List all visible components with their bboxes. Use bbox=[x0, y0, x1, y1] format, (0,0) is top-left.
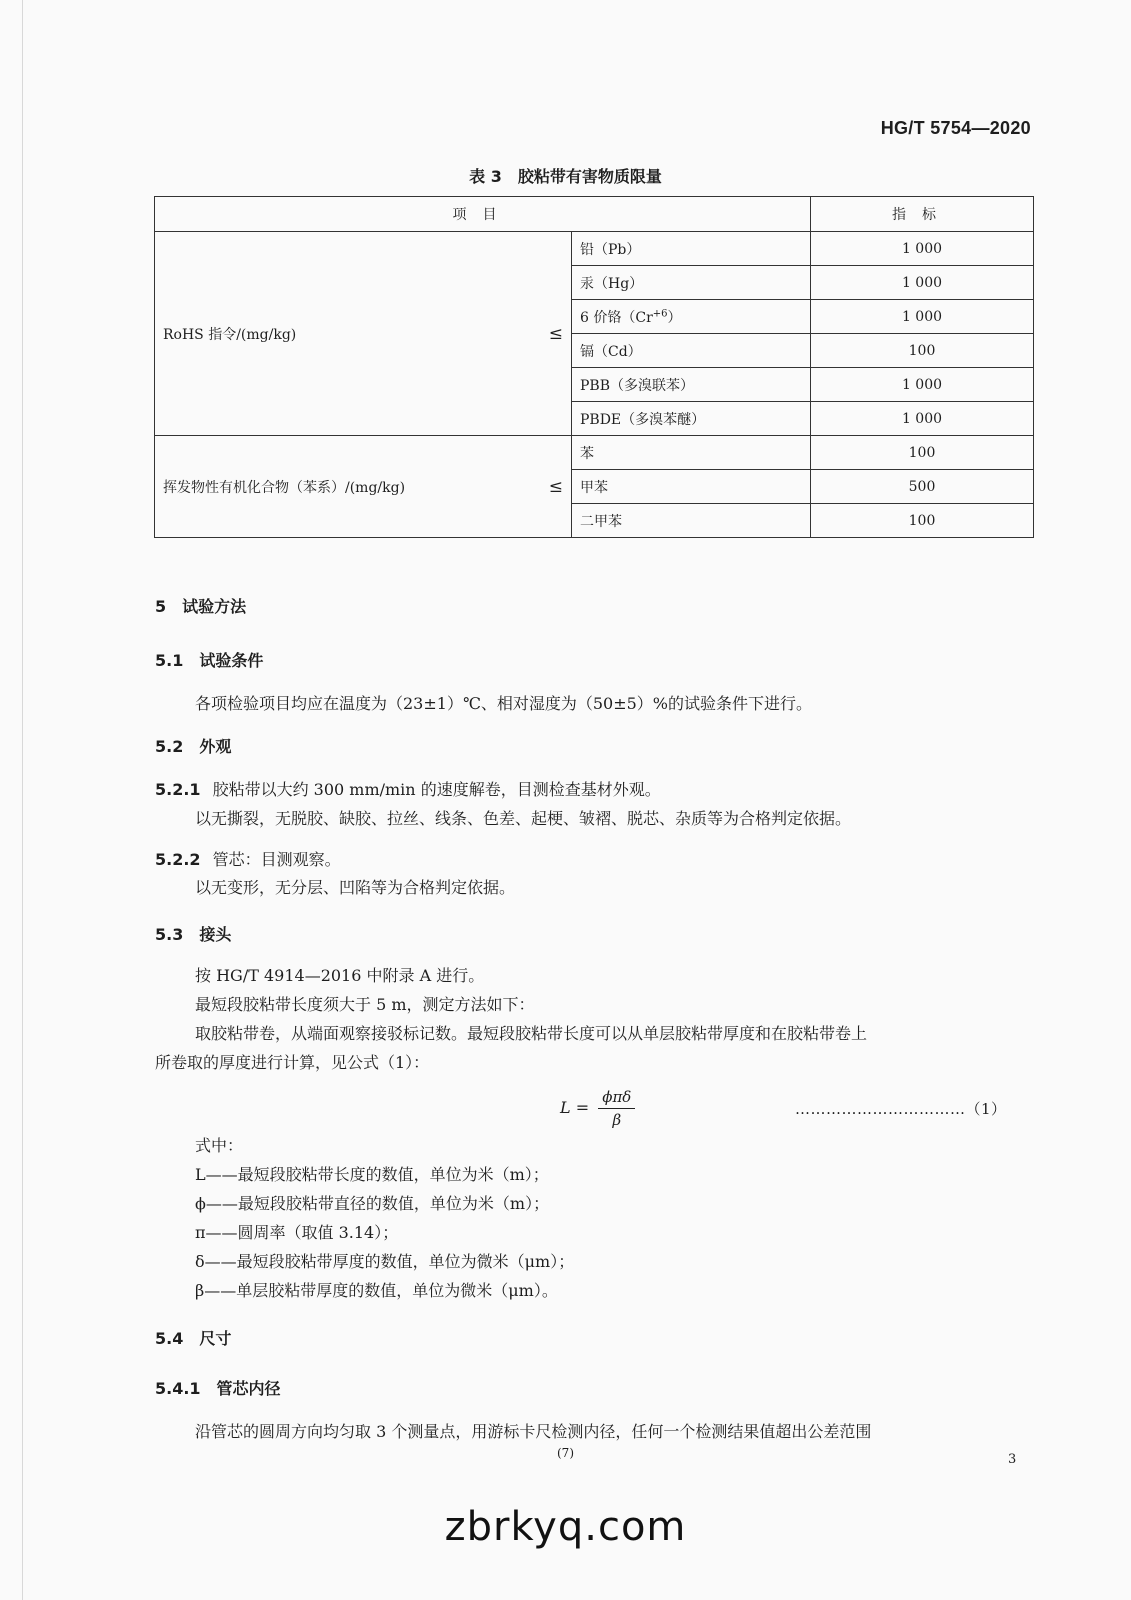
formula-lhs: L = bbox=[560, 1098, 590, 1117]
paragraph: 以无撕裂，无脱胶、缺胶、拉丝、线条、色差、起梗、皱褶、脱芯、杂质等为合格判定依据。 bbox=[195, 809, 852, 828]
formula-denominator: β bbox=[612, 1111, 622, 1129]
clause-number: 5.2.1 bbox=[155, 780, 201, 799]
formula-1 bbox=[560, 1088, 635, 1129]
scan-edge-line bbox=[22, 0, 23, 1600]
substance-name-cr6 bbox=[572, 300, 811, 334]
variable-definition: δ——最短段胶粘带厚度的数值，单位为微米（μm）； bbox=[195, 1252, 575, 1271]
formula-numerator: ϕπδ bbox=[598, 1088, 635, 1109]
substance-name: 二甲苯 bbox=[572, 504, 811, 538]
group-name-rohs: RoHS 指令/(mg/kg) bbox=[155, 232, 526, 436]
clause-5-2-1 bbox=[155, 780, 661, 800]
section-heading-5-3: 5.3 接头 bbox=[155, 925, 232, 944]
less-equal-sign: ≤ bbox=[525, 436, 572, 538]
section-heading-5-4: 5.4 尺寸 bbox=[155, 1329, 232, 1348]
formula-fraction bbox=[598, 1088, 635, 1129]
limit-value: 1 000 bbox=[811, 300, 1034, 334]
paragraph: 所卷取的厚度进行计算，见公式（1）： bbox=[155, 1053, 430, 1072]
section-heading-5-4-1: 5.4.1 管芯内径 bbox=[155, 1379, 281, 1398]
page-number: 3 bbox=[1008, 1452, 1017, 1467]
clause-5-2-2 bbox=[155, 850, 341, 870]
variable-definition: L——最短段胶粘带长度的数值，单位为米（m）； bbox=[195, 1165, 549, 1184]
clause-text: 胶粘带以大约 300 mm/min 的速度解卷，目测检查基材外观。 bbox=[212, 780, 661, 799]
paragraph: 沿管芯的圆周方向均匀取 3 个测量点，用游标卡尺检测内径，任何一个检测结果值超出公差范围 bbox=[195, 1422, 872, 1441]
valence-superscript: +6 bbox=[652, 307, 668, 319]
watermark-text: zbrkyq.com bbox=[444, 1504, 687, 1550]
section-heading-5: 5 试验方法 bbox=[155, 597, 247, 616]
table-row bbox=[155, 436, 1034, 470]
substance-name: PBB（多溴联苯） bbox=[572, 368, 811, 402]
section-heading-5-2: 5.2 外观 bbox=[155, 737, 232, 756]
clause-number: 5.2.2 bbox=[155, 850, 201, 869]
variable-definition: β——单层胶粘带厚度的数值，单位为微米（μm）。 bbox=[195, 1281, 558, 1300]
paragraph: 各项检验项目均应在温度为（23±1）℃、相对湿度为（50±5）%的试验条件下进行。 bbox=[195, 694, 812, 713]
section-heading-5-1: 5.1 试验条件 bbox=[155, 651, 264, 670]
limit-value: 1 000 bbox=[811, 232, 1034, 266]
group-name-voc: 挥发物性有机化合物（苯系）/(mg/kg) bbox=[155, 436, 526, 538]
limit-value: 100 bbox=[811, 436, 1034, 470]
limit-value: 500 bbox=[811, 470, 1034, 504]
less-equal-sign: ≤ bbox=[525, 232, 572, 436]
substance-name: 甲苯 bbox=[572, 470, 811, 504]
substance-name: 汞（Hg） bbox=[572, 266, 811, 300]
limit-value: 100 bbox=[811, 334, 1034, 368]
paragraph: 取胶粘带卷，从端面观察接驳标记数。最短段胶粘带长度可以从单层胶粘带厚度和在胶粘带卷上 bbox=[195, 1024, 868, 1043]
hazardous-substance-table bbox=[154, 196, 1034, 538]
sheet-number: (7) bbox=[557, 1446, 574, 1460]
table-title: 表 3 胶粘带有害物质限量 bbox=[469, 167, 662, 186]
paragraph: 以无变形，无分层、凹陷等为合格判定依据。 bbox=[195, 878, 516, 897]
substance-name: 苯 bbox=[572, 436, 811, 470]
clause-text: 管芯：目测观察。 bbox=[212, 850, 341, 869]
col-header-item: 项目 bbox=[155, 197, 811, 232]
standard-code: HG/T 5754—2020 bbox=[880, 118, 1031, 138]
limit-value: 100 bbox=[811, 504, 1034, 538]
substance-name: PBDE（多溴苯醚） bbox=[572, 402, 811, 436]
variable-definition: π——圆周率（取值 3.14）； bbox=[195, 1223, 399, 1242]
where-label: 式中： bbox=[195, 1136, 244, 1155]
limit-value: 1 000 bbox=[811, 402, 1034, 436]
variable-definition: ϕ——最短段胶粘带直径的数值，单位为米（m）； bbox=[195, 1194, 550, 1213]
table-header-row bbox=[155, 197, 1034, 232]
paragraph: 最短段胶粘带长度须大于 5 m，测定方法如下： bbox=[195, 995, 535, 1014]
table-row bbox=[155, 232, 1034, 266]
equation-number: ……………………………（1） bbox=[795, 1100, 1007, 1118]
substance-name-tail: ） bbox=[667, 309, 682, 326]
col-header-index: 指标 bbox=[811, 197, 1034, 232]
paragraph: 按 HG/T 4914—2016 中附录 A 进行。 bbox=[195, 966, 485, 985]
limit-value: 1 000 bbox=[811, 266, 1034, 300]
substance-name: 镉（Cd） bbox=[572, 334, 811, 368]
substance-name: 铅（Pb） bbox=[572, 232, 811, 266]
limit-value: 1 000 bbox=[811, 368, 1034, 402]
substance-name: 6 价铬（Cr bbox=[580, 309, 653, 326]
